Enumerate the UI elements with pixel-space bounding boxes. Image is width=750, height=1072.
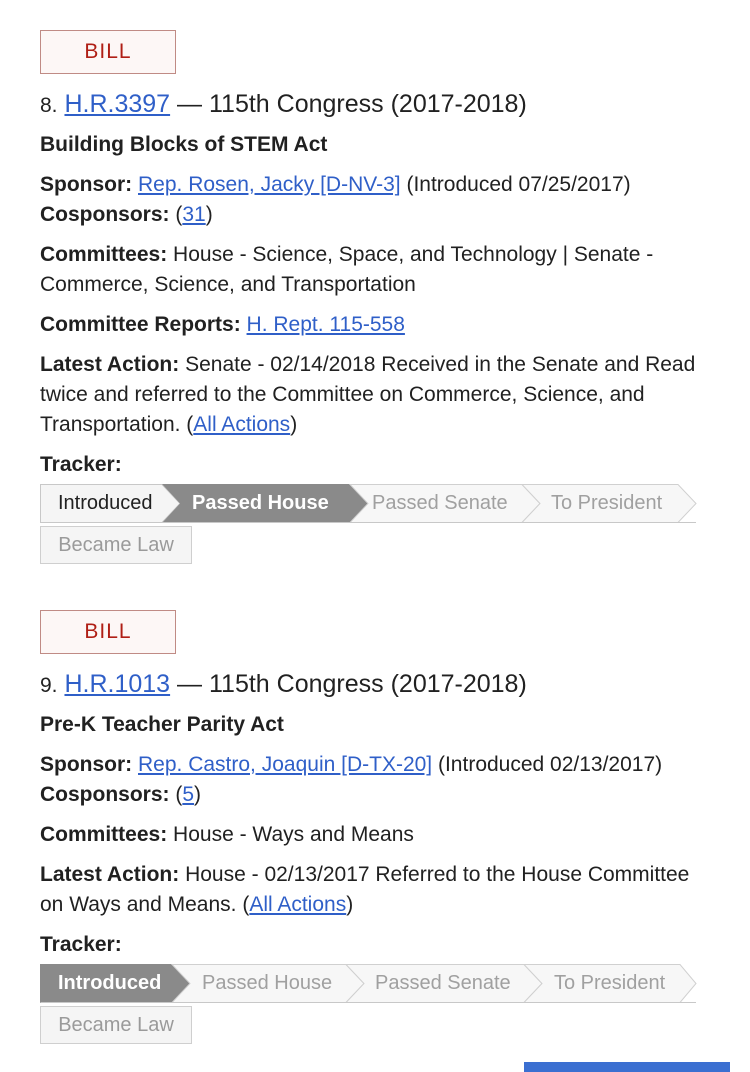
introduced-text: (Introduced 07/25/2017) [406, 173, 631, 196]
bill-id-link[interactable]: H.R.3397 [64, 90, 171, 118]
tracker-step-label: Passed Senate [375, 972, 511, 994]
sponsor-field: Sponsor: Rep. Rosen, Jacky [D-NV-3] (Introduced 07/25/2017) Cosponsors: (31) [40, 173, 631, 226]
tracker-step-became-law: Became Law [40, 526, 192, 564]
committees-label: Committees: [40, 823, 168, 846]
latest-action-field: Latest Action: Senate - 02/14/2018 Received in the Senate and Read twice and referred to the Committee on Commerce, Science, and Transportation. (All Actions) [40, 353, 696, 436]
bill-id-link[interactable]: H.R.1013 [64, 670, 171, 698]
cosponsors-link[interactable]: 5 [182, 783, 195, 806]
latest-action-label: Latest Action: [40, 863, 180, 886]
latest-action-text: Senate - 02/14/2018 Received in the Senate and Read twice and referred to the Committee on Commerce, Science, and Transportation. [40, 353, 696, 436]
all-actions-link[interactable]: All Actions [193, 413, 291, 436]
status-tracker [40, 964, 700, 1048]
cosponsors-link[interactable]: 31 [182, 203, 206, 226]
latest-action-field: Latest Action: House - 02/13/2017 Referred to the House Committee on Ways and Means. (All Actions) [40, 863, 690, 916]
sponsor-field: Sponsor: Rep. Castro, Joaquin [D-TX-20] (Introduced 02/13/2017) Cosponsors: (5) [40, 753, 663, 806]
committees-label: Committees: [40, 243, 168, 266]
search-result [40, 610, 700, 1048]
bill-type-badge: BILL [40, 30, 176, 74]
tracker-step-label: Introduced [58, 972, 162, 994]
result-number: 8. [40, 94, 58, 117]
tracker-step-label: To President [551, 492, 663, 514]
committees-text: House - Science, Space, and Technology | Senate - Commerce, Science, and Transportation [40, 243, 654, 296]
tracker-step-became-law: Became Law [40, 1006, 192, 1044]
committees-text: House - Ways and Means [173, 823, 414, 846]
tracker-step-label: Passed House [202, 972, 333, 994]
bill-type-badge: BILL [40, 610, 176, 654]
latest-action-label: Latest Action: [40, 353, 180, 376]
all-actions-link[interactable]: All Actions [249, 893, 347, 916]
status-tracker [40, 484, 700, 568]
result-heading [40, 88, 700, 122]
tracker-label: Tracker: [40, 453, 122, 476]
reports-label: Committee Reports: [40, 313, 241, 336]
tracker-step-label: Passed Senate [372, 492, 508, 514]
result-number: 9. [40, 674, 58, 697]
tracker-step-label: Passed House [192, 492, 329, 514]
committees-field [40, 820, 700, 850]
cosponsors-label: Cosponsors: [40, 203, 170, 226]
bill-title: Building Blocks of STEM Act [40, 133, 328, 156]
congress-text: — 115th Congress (2017-2018) [177, 90, 527, 118]
reports-field [40, 310, 700, 340]
report-link[interactable]: H. Rept. 115-558 [246, 313, 405, 336]
bill-title: Pre-K Teacher Parity Act [40, 713, 284, 736]
cosponsors-label: Cosponsors: [40, 783, 170, 806]
sponsor-label: Sponsor: [40, 173, 133, 196]
introduced-text: (Introduced 02/13/2017) [437, 753, 663, 776]
tracker-step-label: To President [554, 972, 666, 994]
result-heading [40, 668, 700, 702]
latest-action-text: House - 02/13/2017 Referred to the House Committee on Ways and Means. [40, 863, 690, 916]
congress-text: — 115th Congress (2017-2018) [177, 670, 527, 698]
floating-action-bar[interactable] [524, 1062, 730, 1072]
tracker-label: Tracker: [40, 933, 122, 956]
sponsor-label: Sponsor: [40, 753, 133, 776]
sponsor-link[interactable]: Rep. Rosen, Jacky [D-NV-3] [138, 173, 401, 196]
search-result [40, 30, 700, 568]
committees-field [40, 240, 700, 300]
sponsor-link[interactable]: Rep. Castro, Joaquin [D-TX-20] [138, 753, 433, 776]
tracker-step-label: Introduced [58, 492, 153, 514]
